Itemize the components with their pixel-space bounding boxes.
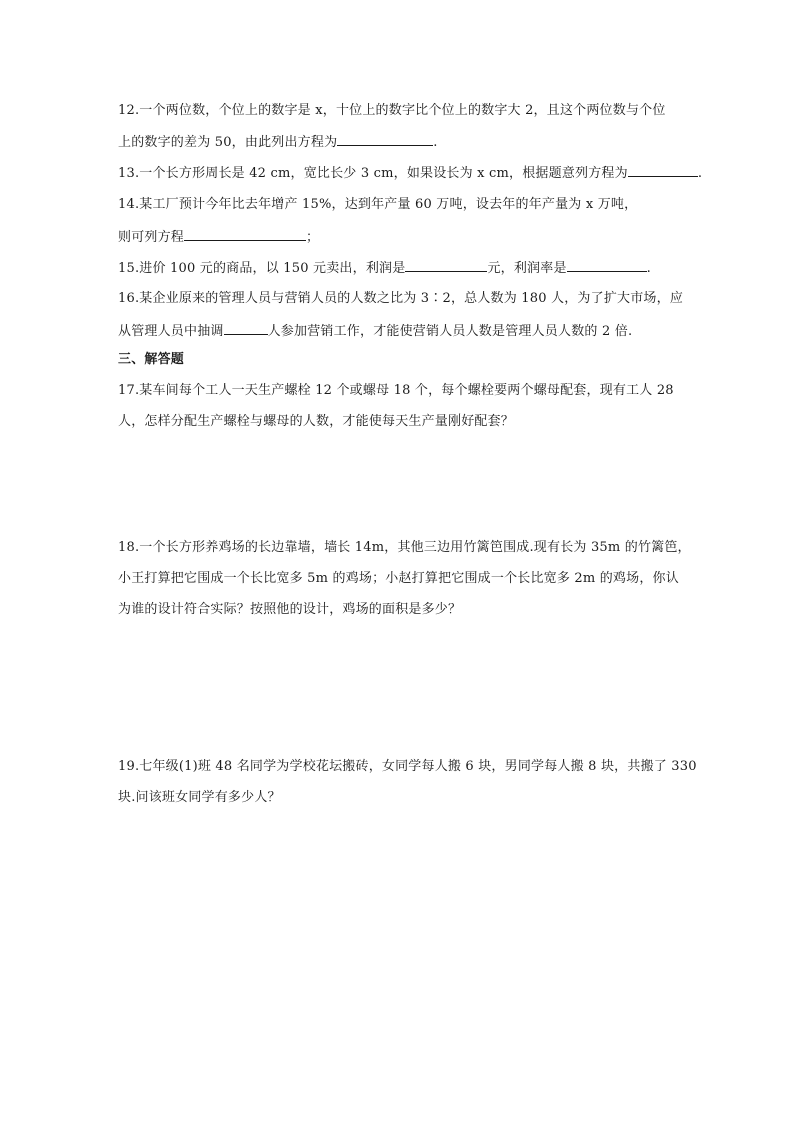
answer-blank-15a[interactable] [405, 258, 487, 272]
question-12-end: . [433, 135, 438, 150]
question-14-line-2 [118, 227, 319, 247]
question-13-end: . [697, 166, 703, 181]
question-18-line-3: 为谁的设计符合实际？按照他的设计，鸡场的面积是多少？ [118, 602, 462, 617]
answer-blank-14[interactable] [184, 227, 306, 241]
question-14-line-1: 14.某工厂预计今年比去年增产 15%，达到年产量 60 万吨，设去年的年产量为 x 万吨， [118, 197, 638, 212]
question-13 [118, 163, 702, 183]
answer-blank-15b[interactable] [567, 258, 647, 272]
question-13-text: 13.一个长方形周长是 42 cm，宽比长少 3 cm，如果设长为 x cm，根据题意列方程为 [118, 166, 628, 181]
question-15-part-1: 15.进价 100 元的商品，以 150 元卖出，利润是 [118, 261, 406, 276]
question-14-end: ； [306, 230, 320, 245]
answer-blank-13[interactable] [628, 163, 698, 177]
question-16-line-1: 16.某企业原来的管理人员与营销人员的人数之比为 3∶2，总人数为 180 人，为了扩大市场，应 [118, 291, 684, 306]
question-18-line-1: 18.一个长方形养鸡场的长边靠墙，墙长 14m，其他三边用竹篱笆围成.现有长为 35m 的竹篱笆， [118, 540, 691, 555]
question-16-part-1: 从管理人员中抽调 [118, 324, 224, 339]
question-15-end: . [646, 261, 651, 276]
answer-blank-12[interactable] [337, 132, 433, 146]
section-heading: 三、解答题 [118, 352, 185, 367]
question-12-text: 上的数字的差为 50，由此列出方程为 [118, 135, 338, 150]
question-14-text: 则可列方程 [118, 230, 185, 245]
question-12-line-2 [118, 132, 438, 152]
question-16-part-2: 人参加营销工作，才能使营销人员人数是管理人员人数的 2 倍. [267, 324, 633, 339]
question-19-line-1: 19.七年级(1)班 48 名同学为学校花坛搬砖，女同学每人搬 6 块，男同学每人搬 8 块，共搬了 330 [118, 759, 697, 774]
question-15-part-2: 元，利润率是 [487, 261, 567, 276]
question-18-line-2: 小王打算把它围成一个长比宽多 5m 的鸡场；小赵打算把它围成一个长比宽多 2m 的鸡场，你认 [118, 571, 679, 586]
question-15 [118, 258, 651, 278]
question-17-line-1: 17.某车间每个工人一天生产螺栓 12 个或螺母 18 个，每个螺栓要两个螺母配套，现有工人 28 [118, 383, 674, 398]
answer-blank-16[interactable] [224, 321, 268, 335]
question-12-line-1: 12.一个两位数，个位上的数字是 x，十位上的数字比个位上的数字大 2，且这个两位数与个位 [118, 103, 666, 118]
question-17-line-2: 人，怎样分配生产螺栓与螺母的人数，才能使每天生产量刚好配套？ [118, 414, 515, 429]
question-16-line-2 [118, 321, 632, 341]
question-19-line-2: 块.问该班女同学有多少人？ [118, 790, 281, 805]
